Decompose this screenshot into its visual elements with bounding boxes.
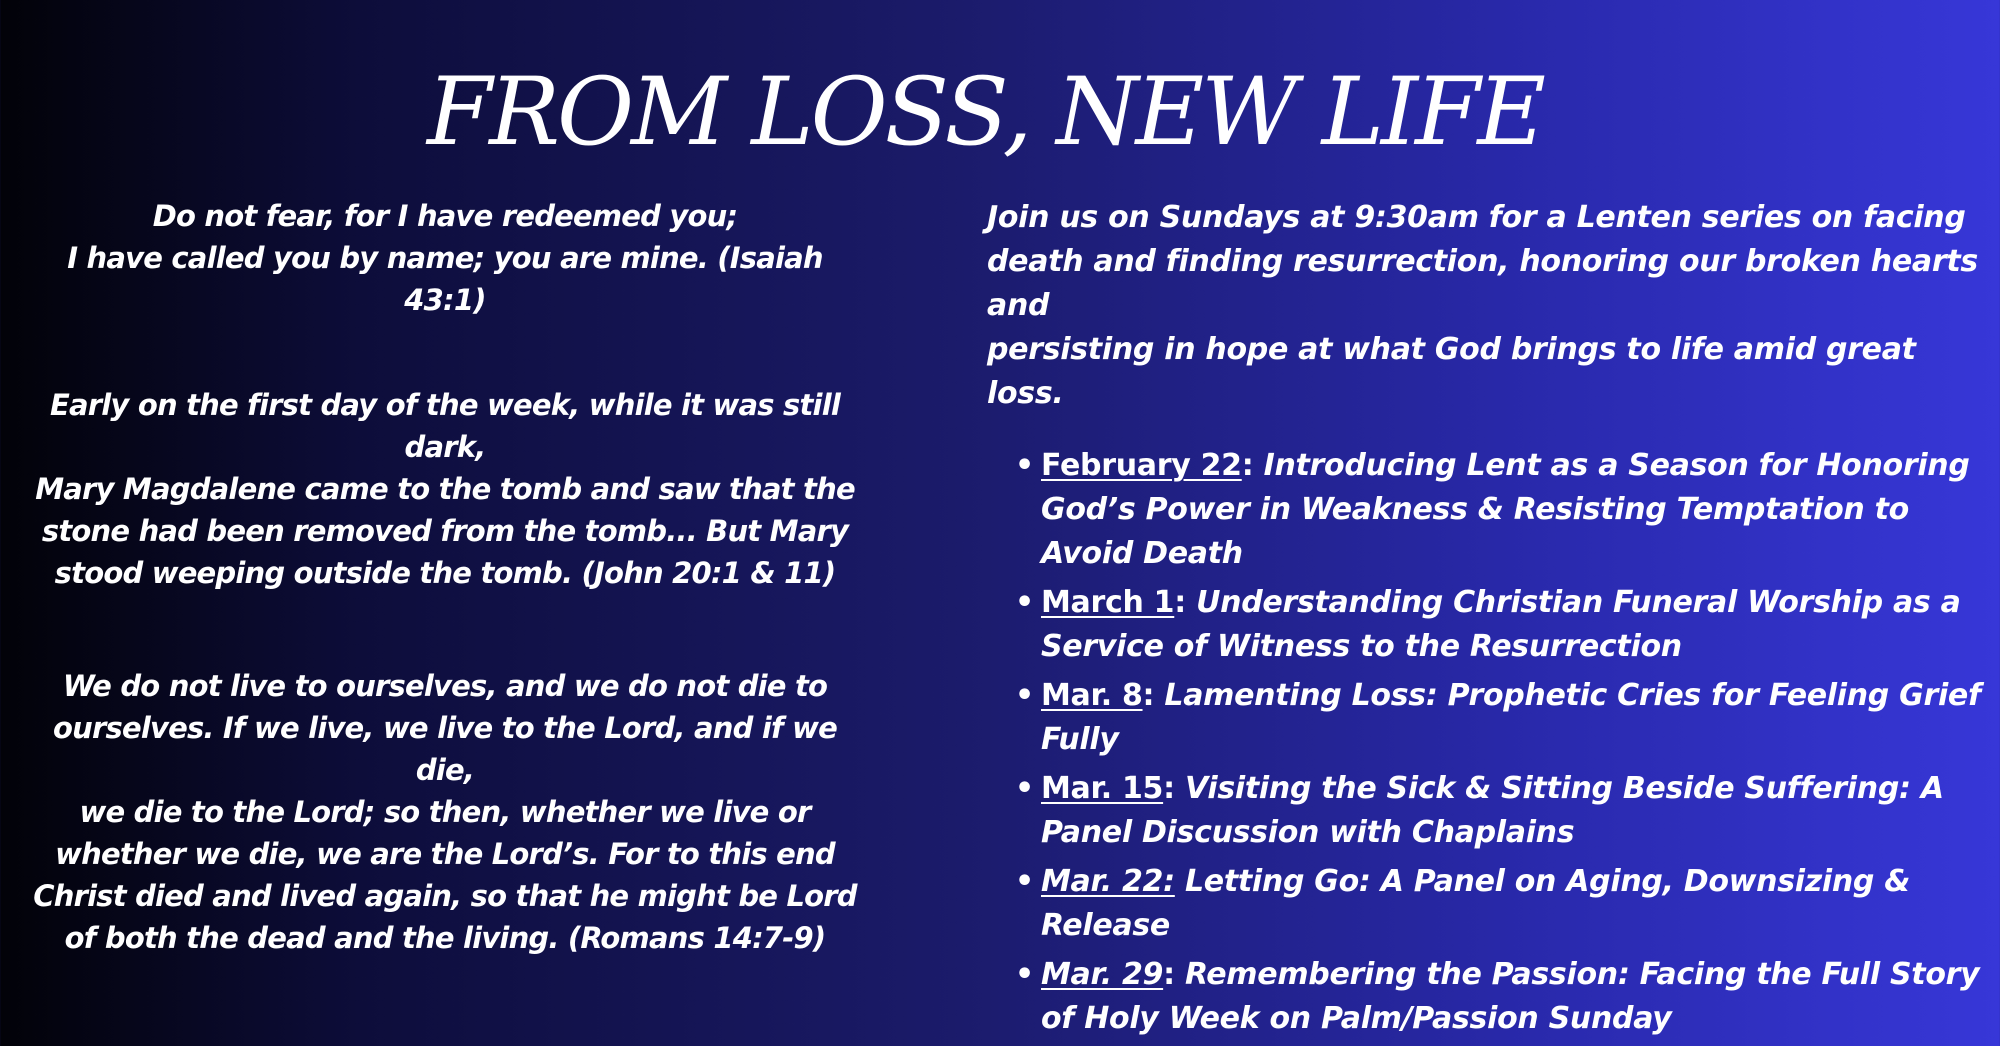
quote-line: whether we die, we are the Lord’s. For to this end xyxy=(55,837,835,871)
quote-romans xyxy=(30,665,860,959)
quote-john xyxy=(30,384,860,594)
intro-line: death and finding resurrection, honoring our broken hearts and xyxy=(987,244,1978,323)
series-info xyxy=(987,196,1992,1046)
intro-line: persisting in hope at what God brings to life amid great loss. xyxy=(987,332,1916,411)
schedule-topic: Remembering the Passion: Facing the Full Story of Holy Week on Palm/Passion Sunday xyxy=(1041,957,1980,1036)
quote-line: Do not fear, for I have redeemed you; xyxy=(152,199,738,233)
quote-line: Christ died and lived again, so that he might be Lord xyxy=(33,879,857,913)
schedule-item xyxy=(987,767,1992,855)
quote-line: ourselves. If we live, we live to the Lord, and if we die, xyxy=(53,711,837,787)
schedule-date: Mar. 15 xyxy=(1041,771,1164,806)
schedule-item xyxy=(987,953,1992,1041)
intro-line: Join us on Sundays at 9:30am for a Lenten series on facing xyxy=(987,200,1966,235)
quote-line: We do not live to ourselves, and we do not die to xyxy=(62,669,828,703)
schedule-topic: Understanding Christian Funeral Worship as a Service of Witness to the Resurrection xyxy=(1041,585,1961,664)
bullet-icon: • xyxy=(1015,678,1034,713)
bullet-icon: • xyxy=(1015,771,1034,806)
schedule-item xyxy=(987,581,1992,669)
schedule-item xyxy=(987,860,1992,948)
schedule-date: February 22 xyxy=(1041,448,1242,483)
quote-line: of both the dead and the living. (Romans 14:7-9) xyxy=(64,921,826,955)
quote-line: stood weeping outside the tomb. (John 20:1 & 11) xyxy=(54,556,836,590)
schedule-topic: Introducing Lent as a Season for Honoring God’s Power in Weakness & Resisting Temptation to Avoid Death xyxy=(1041,448,1970,571)
bullet-icon: • xyxy=(1015,957,1034,992)
page-title: FROM LOSS, NEW LIFE xyxy=(427,58,1543,167)
schedule-item xyxy=(987,674,1992,762)
schedule-colon: : xyxy=(1174,585,1186,620)
series-intro xyxy=(987,196,1992,416)
schedule-item xyxy=(987,444,1992,576)
quote-line: Mary Magdalene came to the tomb and saw that the xyxy=(35,472,855,506)
schedule-colon: : xyxy=(1163,771,1175,806)
schedule-colon: : xyxy=(1163,957,1175,992)
scripture-quotes xyxy=(30,195,860,959)
bullet-icon: • xyxy=(1015,448,1034,483)
schedule-colon: : xyxy=(1241,448,1254,483)
quote-line: stone had been removed from the tomb... But Mary xyxy=(41,514,849,548)
schedule-date: Mar. 8 xyxy=(1041,678,1143,713)
quote-line: Early on the first day of the week, while it was still dark, xyxy=(50,388,840,464)
schedule-date: Mar. 29 xyxy=(1041,957,1164,992)
schedule-date: Mar. 22: xyxy=(1041,864,1175,899)
schedule-colon: : xyxy=(1142,678,1155,713)
schedule-list xyxy=(987,444,1992,1041)
schedule-topic: Visiting the Sick & Sitting Beside Suffering: A Panel Discussion with Chaplains xyxy=(1041,771,1944,850)
bullet-icon: • xyxy=(1015,864,1034,899)
schedule-topic: Letting Go: A Panel on Aging, Downsizing & Release xyxy=(1041,864,1911,943)
bullet-icon: • xyxy=(1015,585,1034,620)
quote-line: we die to the Lord; so then, whether we live or xyxy=(79,795,811,829)
schedule-date: March 1 xyxy=(1041,585,1175,620)
schedule-topic: Lamenting Loss: Prophetic Cries for Feeling Grief Fully xyxy=(1041,678,1981,757)
quote-isaiah xyxy=(30,195,860,321)
quote-line: I have called you by name; you are mine. (Isaiah 43:1) xyxy=(67,241,823,317)
